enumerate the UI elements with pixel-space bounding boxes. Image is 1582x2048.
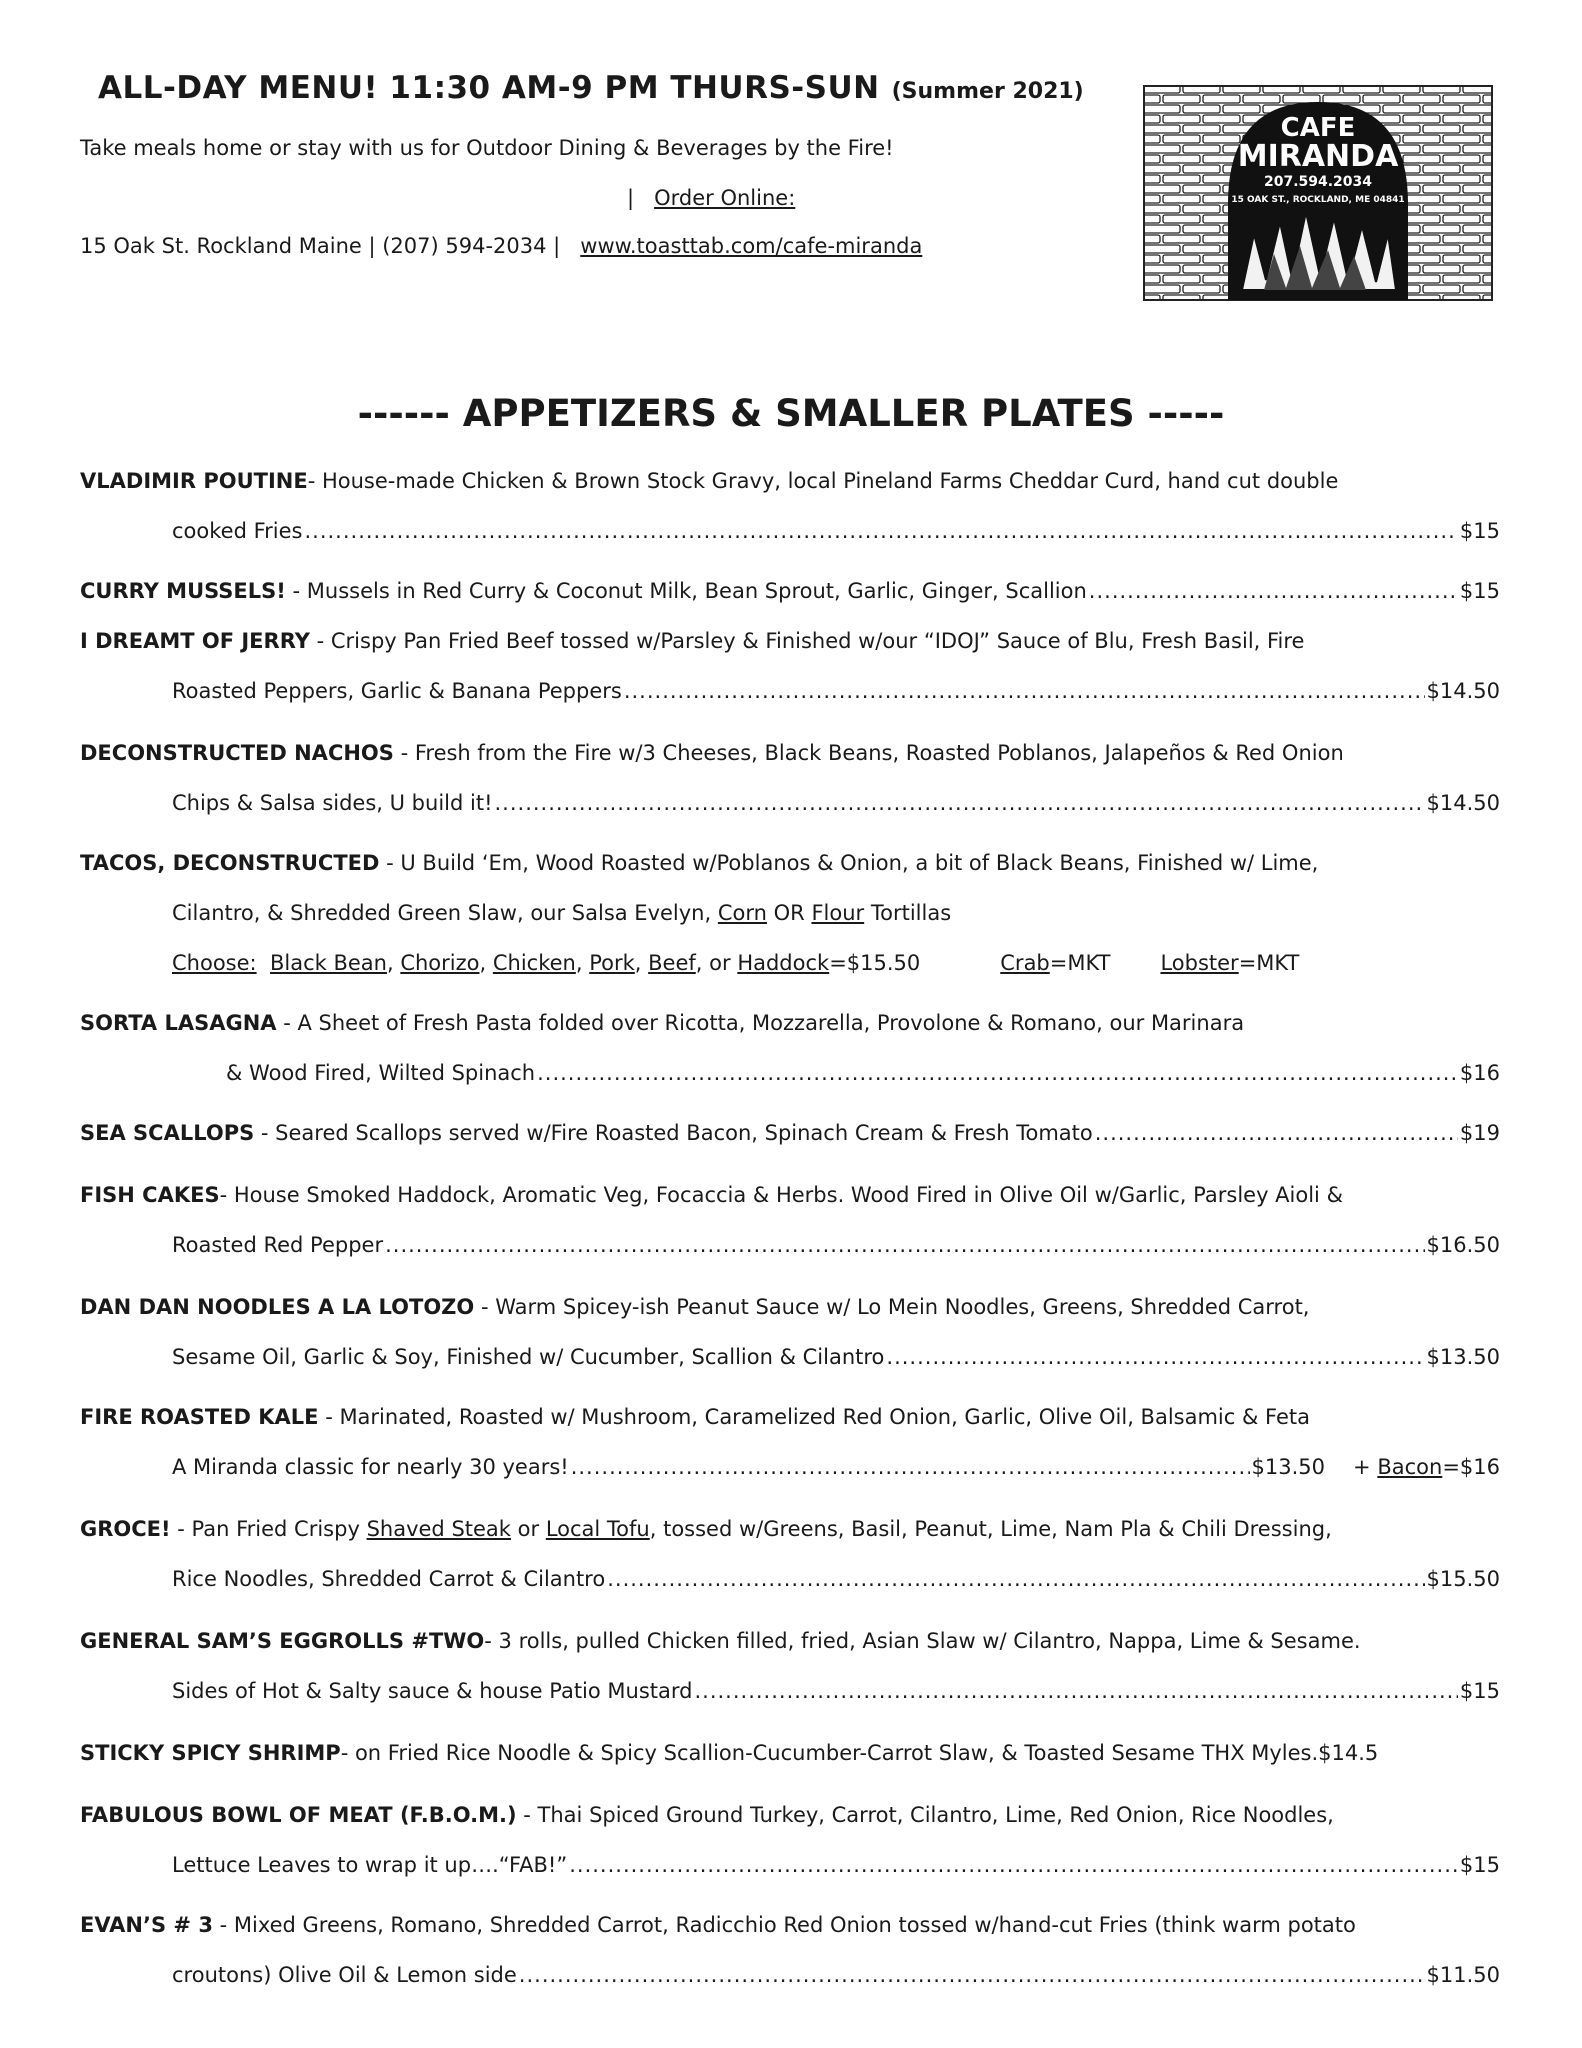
item-line	[80, 456, 1500, 506]
address-phone: 15 Oak St. Rockland Maine | (207) 594-2034 |	[80, 234, 561, 258]
item-name: TACOS, DECONSTRUCTED	[80, 851, 380, 875]
menu-item-evans-3	[80, 1900, 1500, 2000]
option-shaved-steak: Shaved Steak	[366, 1517, 511, 1541]
item-price: $15	[1459, 519, 1500, 543]
item-description: - A Sheet of Fresh Pasta folded over Ricotta, Mozzarella, Provolone & Romano, our Marinara	[283, 1011, 1245, 1035]
filling-haddock: Haddock	[737, 951, 830, 975]
item-description: Rice Noodles, Shredded Carrot & Cilantro	[172, 1567, 606, 1591]
item-description: & Wood Fired, Wilted Spinach	[226, 1061, 536, 1085]
item-line	[80, 1170, 1500, 1220]
item-price: $19	[1459, 1121, 1500, 1145]
item-line	[80, 616, 1500, 666]
order-online-link[interactable]: www.toasttab.com/cafe-miranda	[580, 234, 923, 258]
item-line	[80, 1616, 1500, 1666]
dot-leader	[519, 1950, 1425, 2000]
item-description: - Pan Fried Crispy	[177, 1517, 360, 1541]
item-price: $13.50	[1426, 1345, 1500, 1369]
item-name: DAN DAN NOODLES A LA LOTOZO	[80, 1295, 475, 1319]
item-line	[80, 1666, 1500, 1716]
menu-item-dan-dan-noodles	[80, 1282, 1500, 1382]
choose-label: Choose:	[172, 951, 257, 975]
item-line	[80, 998, 1500, 1048]
item-name: GROCE!	[80, 1517, 171, 1541]
item-price: $15	[1459, 579, 1500, 603]
item-description: - Mixed Greens, Romano, Shredded Carrot, Radicchio Red Onion tossed w/hand-cut Fries (think warm potato	[219, 1913, 1356, 1937]
item-name: FABULOUS BOWL OF MEAT (F.B.O.M.)	[80, 1803, 517, 1827]
item-name: CURRY MUSSELS!	[80, 579, 286, 603]
filling-beef: Beef	[648, 951, 696, 975]
or-label: or	[517, 1517, 540, 1541]
item-line	[80, 506, 1500, 556]
item-description: Sesame Oil, Garlic & Soy, Finished w/ Cucumber, Scallion & Cilantro	[172, 1345, 885, 1369]
addon-bacon: Bacon	[1377, 1455, 1443, 1479]
item-description: A Miranda classic for nearly 30 years!	[172, 1455, 569, 1479]
dot-leader	[569, 1840, 1458, 1890]
item-description: - 3 rolls, pulled Chicken filled, fried, Asian Slaw w/ Cilantro, Nappa, Lime & Sesame.	[484, 1629, 1361, 1653]
item-line	[80, 1220, 1500, 1270]
item-price: $11.50	[1426, 1963, 1500, 1987]
season-label: (Summer 2021)	[891, 79, 1084, 104]
item-description: - Marinated, Roasted w/ Mushroom, Caramelized Red Onion, Garlic, Olive Oil, Balsamic & Feta	[325, 1405, 1310, 1429]
item-name: GENERAL SAM’S EGGROLLS #TWO	[80, 1629, 485, 1653]
tortilla-option-flour: Flour	[811, 901, 865, 925]
item-description: - Fresh from the Fire w/3 Cheeses, Black Beans, Roasted Poblanos, Jalapeños & Red Onion	[400, 741, 1344, 765]
logo-address: 15 OAK ST., ROCKLAND, ME 04841	[1231, 195, 1405, 205]
logo-name-line2: MIRANDA	[1237, 139, 1399, 174]
item-line	[80, 1900, 1500, 1950]
item-description: , tossed w/Greens, Basil, Peanut, Lime, Nam Pla & Chili Dressing,	[649, 1517, 1332, 1541]
dot-leader	[886, 1332, 1424, 1382]
cafe-miranda-logo	[1142, 84, 1494, 302]
item-price: $15	[1459, 1853, 1500, 1877]
logo-phone: 207.594.2034	[1263, 174, 1373, 190]
item-description: - House-made Chicken & Brown Stock Gravy, local Pineland Farms Cheddar Curd, hand cut double	[307, 469, 1339, 493]
item-description: Chips & Salsa sides, U build it!	[172, 791, 493, 815]
item-line	[80, 1282, 1500, 1332]
item-line	[80, 888, 1500, 938]
item-price: $14.50	[1426, 679, 1500, 703]
dot-leader	[537, 1048, 1458, 1098]
menu-item-sorta-lasagna	[80, 998, 1500, 1098]
menu-title-line	[98, 70, 1084, 106]
item-description: - Thai Spiced Ground Turkey, Carrot, Cilantro, Lime, Red Onion, Rice Noodles,	[523, 1803, 1334, 1827]
filling-pork: Pork	[589, 951, 635, 975]
item-line	[80, 838, 1500, 888]
item-name: FIRE ROASTED KALE	[80, 1405, 319, 1429]
item-name: DECONSTRUCTED NACHOS	[80, 741, 394, 765]
taco-choices-line: Choose: Black Bean , Chorizo , Chicken , Pork , Beef , or Haddock =$15.50 Crab =MKT Lobster =MKT	[80, 938, 1500, 988]
menu-item-groce	[80, 1504, 1500, 1604]
item-name: SEA SCALLOPS	[80, 1121, 255, 1145]
item-line	[80, 1790, 1500, 1840]
addon-price: =$16	[1442, 1455, 1500, 1479]
item-name: EVAN’S # 3	[80, 1913, 213, 1937]
item-description: - House Smoked Haddock, Aromatic Veg, Focaccia & Herbs. Wood Fired in Olive Oil w/Garlic, Parsley Aioli &	[219, 1183, 1343, 1207]
item-description: - U Build ‘Em, Wood Roasted w/Poblanos & Onion, a bit of Black Beans, Finished w/ Lime,	[386, 851, 1319, 875]
item-line	[80, 666, 1500, 716]
dot-leader	[1089, 566, 1458, 616]
menu-item-general-sams-eggrolls	[80, 1616, 1500, 1716]
dot-leader	[304, 506, 1457, 556]
item-line	[80, 1504, 1500, 1554]
dot-leader	[495, 778, 1425, 828]
item-price: =$15.50	[829, 951, 921, 975]
item-name: I DREAMT OF JERRY	[80, 629, 310, 653]
item-line	[80, 1554, 1500, 1604]
tagline: Take meals home or stay with us for Outdoor Dining & Beverages by the Fire!	[80, 136, 894, 160]
menu-item-i-dreamt-of-jerry	[80, 616, 1500, 716]
item-description: - on Fried Rice Noodle & Spicy Scallion-Cucumber-Carrot Slaw, & Toasted Sesame THX Myles.	[340, 1741, 1319, 1765]
or-label: or	[709, 951, 731, 975]
item-description: - Mussels in Red Curry & Coconut Milk, Bean Sprout, Garlic, Ginger, Scallion	[292, 579, 1087, 603]
order-online-label: Order Online:	[654, 186, 796, 210]
order-online-line	[627, 186, 795, 210]
item-description: - Seared Scallops served w/Fire Roasted Bacon, Spinach Cream & Fresh Tomato	[260, 1121, 1093, 1145]
item-line	[80, 1048, 1500, 1098]
item-description: Roasted Red Pepper	[172, 1233, 384, 1257]
menu-item-fire-roasted-kale	[80, 1392, 1500, 1492]
item-price: $15	[1459, 1679, 1500, 1703]
filling-black-bean: Black Bean	[269, 951, 387, 975]
section-heading-appetizers: ------ APPETIZERS & SMALLER PLATES -----	[357, 392, 1225, 435]
item-line	[80, 1332, 1500, 1382]
dot-leader	[694, 1666, 1457, 1716]
menu-item-deconstructed-nachos	[80, 728, 1500, 828]
item-name: FISH CAKES	[80, 1183, 220, 1207]
menu-item-sea-scallops	[80, 1108, 1500, 1158]
item-line	[80, 1728, 1500, 1778]
menu-item-fish-cakes	[80, 1170, 1500, 1270]
item-description: - Warm Spicey-ish Peanut Sauce w/ Lo Mein Noodles, Greens, Shredded Carrot,	[480, 1295, 1310, 1319]
item-name: STICKY SPICY SHRIMP	[80, 1741, 341, 1765]
item-description: - Crispy Pan Fried Beef tossed w/Parsley & Finished w/our “IDOJ” Sauce of Blu, Fresh Basil, Fire	[316, 629, 1305, 653]
crab-price: =MKT	[1049, 951, 1111, 975]
dot-leader	[385, 1220, 1424, 1270]
dot-leader	[624, 666, 1425, 716]
filling-chicken: Chicken	[492, 951, 576, 975]
item-line	[80, 1840, 1500, 1890]
tortilla-option-corn: Corn	[717, 901, 767, 925]
item-line	[80, 566, 1500, 616]
item-description: croutons) Olive Oil & Lemon side	[172, 1963, 517, 1987]
menu-item-sticky-spicy-shrimp	[80, 1728, 1500, 1778]
item-description: Roasted Peppers, Garlic & Banana Peppers	[172, 679, 622, 703]
item-description: cooked Fries	[172, 519, 303, 543]
item-line	[80, 1108, 1500, 1158]
item-line	[80, 1392, 1500, 1442]
dot-leader	[1095, 1108, 1458, 1158]
item-name: VLADIMIR POUTINE	[80, 469, 308, 493]
item-price: $14.50	[1426, 791, 1500, 815]
dot-leader	[571, 1442, 1250, 1492]
item-line	[80, 1442, 1500, 1492]
address-line	[80, 234, 922, 258]
item-price: $14.5	[1318, 1741, 1379, 1765]
menu-item-fabulous-bowl-of-meat	[80, 1790, 1500, 1890]
or-label: OR	[773, 901, 805, 925]
menu-title: ALL-DAY MENU! 11:30 AM-9 PM THURS-SUN	[98, 70, 880, 106]
filling-lobster: Lobster	[1160, 951, 1239, 975]
filling-chorizo: Chorizo	[400, 951, 480, 975]
dot-leader	[607, 1554, 1424, 1604]
item-line	[80, 778, 1500, 828]
item-description: Sides of Hot & Salty sauce & house Patio Mustard	[172, 1679, 693, 1703]
filling-crab: Crab	[1000, 951, 1050, 975]
item-name: SORTA LASAGNA	[80, 1011, 277, 1035]
item-price: $16.50	[1426, 1233, 1500, 1257]
item-price: $13.50	[1251, 1455, 1326, 1479]
logo-name-line1: CAFE	[1280, 113, 1356, 143]
item-description: Cilantro, & Shredded Green Slaw, our Salsa Evelyn,	[172, 901, 712, 925]
addon-plus: +	[1353, 1455, 1371, 1479]
separator: |	[627, 186, 635, 210]
item-price: $15.50	[1426, 1567, 1500, 1591]
item-description: Tortillas	[870, 901, 952, 925]
lobster-price: =MKT	[1238, 951, 1300, 975]
item-price: $16	[1459, 1061, 1500, 1085]
item-line	[80, 728, 1500, 778]
menu-item-vladimir-poutine	[80, 456, 1500, 556]
menu-item-tacos-deconstructed	[80, 838, 1500, 988]
option-local-tofu: Local Tofu	[545, 1517, 650, 1541]
item-line	[80, 1950, 1500, 2000]
menu-item-curry-mussels	[80, 566, 1500, 616]
item-description: Lettuce Leaves to wrap it up….“FAB!”	[172, 1853, 568, 1877]
